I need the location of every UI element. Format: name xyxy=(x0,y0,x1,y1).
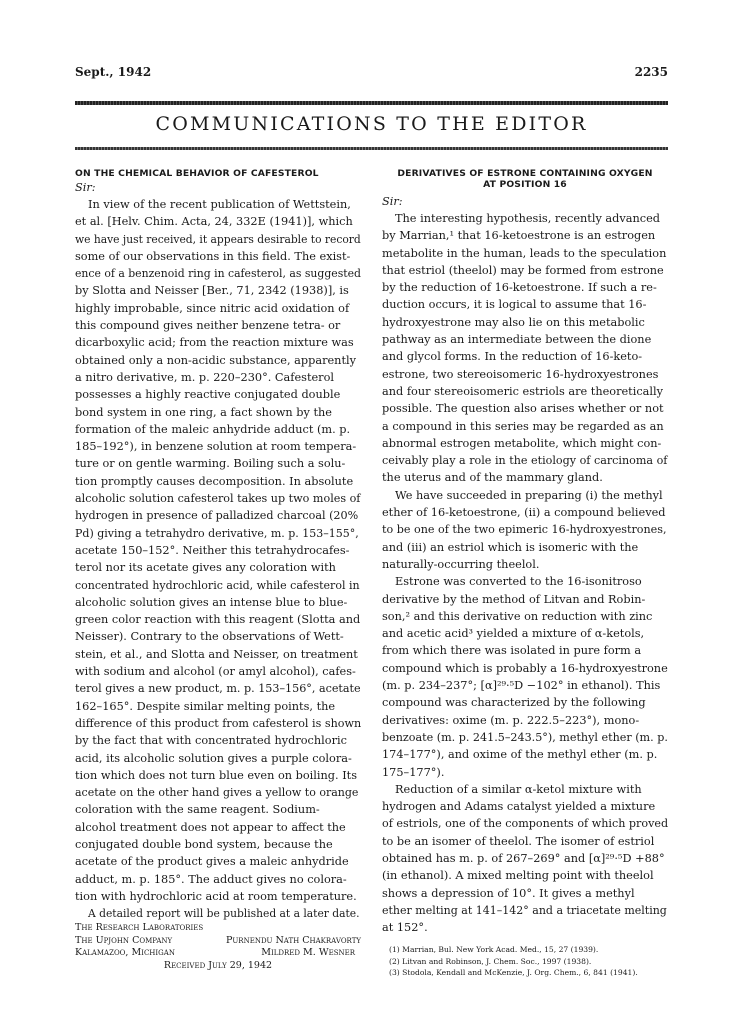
text-line: 174–177°), and oxime of the methyl ether (m. p. xyxy=(382,748,658,762)
text-line: we have just received, it appears desirable to record xyxy=(75,232,361,246)
paragraph xyxy=(382,781,668,937)
text-line: by the fact that with concentrated hydrochloric xyxy=(75,734,347,748)
text-line: Reduction of a similar α-ketol mixture with xyxy=(395,782,642,796)
text-line: estrone, two stereoisomeric 16-hydroxyestrones xyxy=(382,367,659,381)
text-line: pathway as an intermediate between the dione xyxy=(382,333,652,347)
affiliation-lab: The Research Laboratories xyxy=(75,922,204,934)
text-line: tion with hydrochloric acid at room temperature. xyxy=(75,889,357,903)
text-line: Estrone was converted to the 16-isonitroso xyxy=(395,575,642,589)
text-line: green color reaction with this reagent (Slotta and xyxy=(75,613,361,627)
text-line: the uterus and of the mammary gland. xyxy=(382,471,603,485)
text-line: alcohol treatment does not appear to affect the xyxy=(75,820,346,834)
text-line: shows a depression of 10°. It gives a methyl xyxy=(382,886,635,900)
text-line: ether melting at 141–142° and a triacetate melting xyxy=(382,903,667,917)
paragraph xyxy=(75,196,361,905)
text-line: acetate on the other hand gives a yellow to orange xyxy=(75,786,359,800)
text-line: son,² and this derivative on reduction with zinc xyxy=(382,609,653,623)
text-line: and acetic acid³ yielded a mixture of α-ketols, xyxy=(382,627,645,641)
bottom-rule xyxy=(75,147,668,150)
text-line: stein, et al., and Slotta and Neisser, on treatment xyxy=(75,647,358,661)
affiliation xyxy=(75,922,361,972)
text-line: at 152°. xyxy=(382,921,428,935)
text-line: (m. p. 234–237°; [α]²⁹·⁵D −102° in ethanol). This xyxy=(382,679,661,693)
text-line: acid, its alcoholic solution gives a purple colora- xyxy=(75,751,352,765)
text-line: bond system in one ring, a fact shown by the xyxy=(75,405,332,419)
text-line: ceivably play a role in the etiology of carcinoma of xyxy=(382,454,668,468)
text-line: tion promptly causes decomposition. In absolute xyxy=(75,474,354,488)
text-line: We have succeeded in preparing (i) the methyl xyxy=(395,488,663,502)
text-line: et al. [Helv. Chim. Acta, 24, 332E (1941)], which xyxy=(75,215,353,229)
text-line: acetate of the product gives a maleic anhydride xyxy=(75,855,349,869)
text-line: (in ethanol). A mixed melting point with theelol xyxy=(382,869,654,883)
text-line: terol nor its acetate gives any coloration with xyxy=(75,561,336,575)
text-line: obtained has m. p. of 267–269° and [α]²⁹·⁵D +88° xyxy=(382,851,665,865)
running-header-date: Sept., 1942 xyxy=(75,65,152,79)
text-line: a nitro derivative, m. p. 220–230°. Cafesterol xyxy=(75,370,334,384)
text-line: naturally-occurring theelol. xyxy=(382,557,540,571)
affiliation-row-1 xyxy=(75,935,361,948)
text-line: In view of the recent publication of Wettstein, xyxy=(88,198,351,211)
author-2: Mildred M. Wesner xyxy=(261,947,355,959)
text-line: from which there was isolated in pure form a xyxy=(382,644,642,658)
affiliation-city: Kalamazoo, Michigan xyxy=(75,947,175,959)
text-line: The interesting hypothesis, recently advanced xyxy=(395,212,661,225)
text-line: coloration with the same reagent. Sodium- xyxy=(75,803,320,817)
running-header-page-number: 2235 xyxy=(634,65,668,79)
text-line: possible. The question also arises whether or not xyxy=(382,402,664,416)
text-line: duction occurs, it is logical to assume that 16- xyxy=(382,298,647,312)
affiliation-row-2 xyxy=(75,947,361,960)
author-1: Purnendu Nath Chakravorty xyxy=(226,934,361,946)
text-line: to be one of the two epimeric 16-hydroxyestrones, xyxy=(382,523,667,537)
text-line: by the reduction of 16-ketoestrone. If such a re- xyxy=(382,281,657,295)
text-line: with sodium and alcohol (or amyl alcohol), cafes- xyxy=(75,665,356,679)
paragraph xyxy=(382,573,668,781)
text-line: terol gives a new product, m. p. 153–156°, acetate xyxy=(75,682,361,696)
text-line: conjugated double bond system, because the xyxy=(75,837,333,851)
text-line: hydrogen in presence of palladized charcoal (20% xyxy=(75,509,359,523)
left-article-body xyxy=(75,196,361,922)
paragraph xyxy=(75,905,361,922)
text-line: ence of a benzenoid ring in cafesterol, as suggested xyxy=(75,267,361,281)
text-line: metabolite in the human, leads to the speculation xyxy=(382,246,667,260)
text-line: acetate 150–152°. Neither this tetrahydrocafes- xyxy=(75,543,350,557)
text-line: highly improbable, since nitric acid oxidation of xyxy=(75,301,350,315)
text-line: of estriols, one of the components of which proved xyxy=(382,817,669,831)
footnote: (3) Stodola, Kendall and McKenzie, J. Org. Chem., 6, 841 (1941). xyxy=(389,968,638,978)
text-line: tion which does not turn blue even on boiling. Its xyxy=(75,768,358,782)
text-line: derivative by the method of Litvan and Robin- xyxy=(382,592,646,606)
text-line: compound was characterized by the following xyxy=(382,696,646,710)
text-line: that estriol (theelol) may be formed from estrone xyxy=(382,263,664,277)
left-article xyxy=(75,168,361,972)
text-line: abnormal estrogen metabolite, which might con- xyxy=(382,436,662,450)
text-line: alcoholic solution gives an intense blue to blue- xyxy=(75,595,348,609)
text-line: hydroxyestrone may also lie on this metabolic xyxy=(382,315,645,329)
text-line: hydrogen and Adams catalyst yielded a mixture xyxy=(382,800,656,814)
text-line: by Slotta and Neisser [Ber., 71, 2342 (1938)], is xyxy=(75,284,349,298)
text-line: dicarboxylic acid; from the reaction mixture was xyxy=(75,336,354,350)
text-line: a compound in this series may be regarded as an xyxy=(382,419,664,433)
text-line: this compound gives neither benzene tetra- or xyxy=(75,319,341,333)
received-date: Received July 29, 1942 xyxy=(163,959,273,971)
text-line: some of our observations in this field. The exist- xyxy=(75,249,351,263)
top-rule xyxy=(75,101,668,105)
text-line: compound which is probably a 16-hydroxyestrone xyxy=(382,661,668,675)
text-line: derivatives: oxime (m. p. 222.5–223°), mono- xyxy=(382,713,640,727)
text-line: 185–192°), in benzene solution at room tempera- xyxy=(75,440,357,454)
right-article-title-line-2: AT POSITION 16 xyxy=(483,179,567,190)
affiliation-company: The Upjohn Company xyxy=(75,934,173,946)
text-line: by Marrian,¹ that 16-ketoestrone is an estrogen xyxy=(382,229,656,243)
text-line: and (iii) an estriol which is isomeric with the xyxy=(382,540,639,554)
text-line: and glycol forms. In the reduction of 16-keto- xyxy=(382,350,643,364)
text-line: A detailed report will be published at a later date. xyxy=(88,907,360,921)
text-line: ether of 16-ketoestrone, (ii) a compound believed xyxy=(382,506,666,520)
text-line: and four stereoisomeric estriols are theoretically xyxy=(382,384,663,398)
footnote: (1) Marrian, Bul. New York Acad. Med., 15, 27 (1939). xyxy=(389,945,599,955)
text-line: adduct, m. p. 185°. The adduct gives no colora- xyxy=(75,872,347,886)
text-line: to be an isomer of theelol. The isomer of estriol xyxy=(382,834,655,848)
text-line: benzoate (m. p. 241.5–243.5°), methyl ether (m. p. xyxy=(382,730,668,744)
left-article-title: ON THE CHEMICAL BEHAVIOR OF CAFESTEROL xyxy=(75,168,319,179)
left-article-salutation: Sir: xyxy=(75,181,96,194)
text-line: ture or on gentle warming. Boiling such a solu- xyxy=(75,457,346,471)
text-line: concentrated hydrochloric acid, while cafesterol in xyxy=(75,578,360,592)
paragraph xyxy=(382,210,668,487)
right-article-title xyxy=(382,168,668,190)
right-article-body xyxy=(382,210,668,936)
footnote: (2) Litvan and Robinson, J. Chem. Soc., 1997 (1938). xyxy=(389,956,592,966)
right-article xyxy=(382,168,668,979)
section-title: COMMUNICATIONS TO THE EDITOR xyxy=(155,113,588,135)
text-line: 162–165°. Despite similar melting points, the xyxy=(75,699,336,713)
right-article-salutation: Sir: xyxy=(382,195,403,208)
footnotes xyxy=(382,944,668,979)
text-line: 175–177°). xyxy=(382,765,445,779)
text-line: difference of this product from cafesterol is shown xyxy=(75,716,362,730)
text-line: formation of the maleic anhydride adduct (m. p. xyxy=(75,422,351,436)
paragraph xyxy=(382,487,668,573)
text-line: Neisser). Contrary to the observations of Wett- xyxy=(75,630,344,644)
text-line: possesses a highly reactive conjugated double xyxy=(75,388,341,402)
text-line: obtained only a non-acidic substance, apparently xyxy=(75,353,356,367)
right-article-title-line-1: DERIVATIVES OF ESTRONE CONTAINING OXYGEN xyxy=(397,168,653,179)
text-line: Pd) giving a tetrahydro derivative, m. p. 153–155°, xyxy=(75,526,359,540)
text-line: alcoholic solution cafesterol takes up two moles of xyxy=(75,492,361,506)
